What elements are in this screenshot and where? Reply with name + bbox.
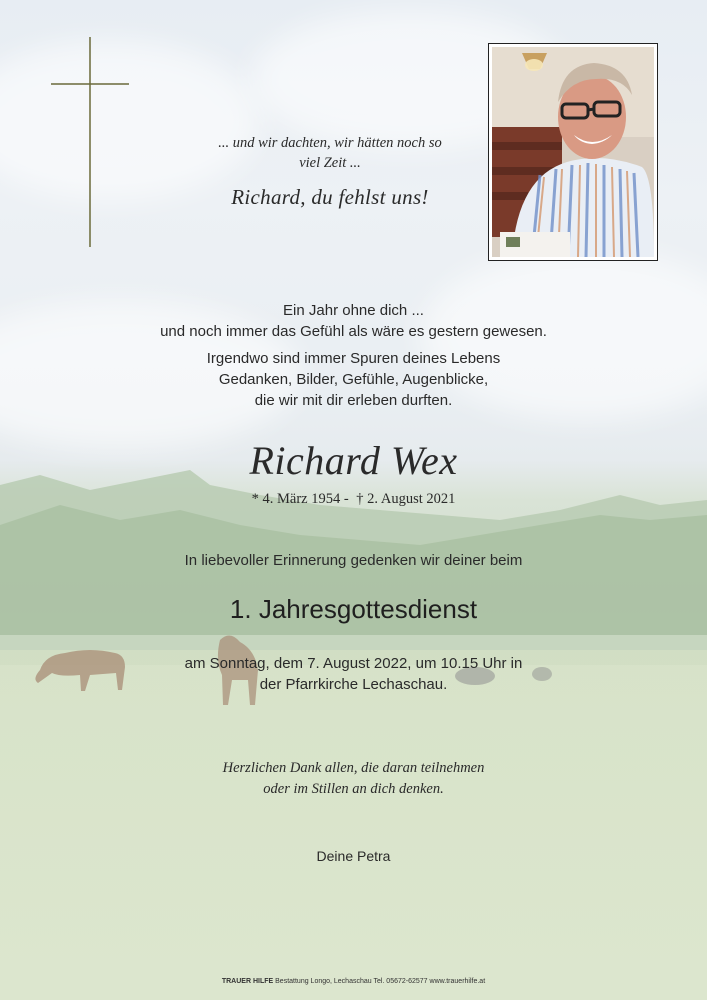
life-dates [100, 491, 607, 508]
missed-message: Richard, du fehlst uns! [231, 185, 429, 209]
poem-line: Irgendwo sind immer Spuren deines Lebens [206, 350, 501, 367]
dagger-symbol: † [356, 491, 364, 507]
thanks-line: oder im Stillen an dich denken. [263, 781, 444, 797]
event-title: 1. Jahresgottesdienst [229, 594, 478, 624]
signature: Deine Petra [316, 848, 391, 864]
cross-icon [51, 37, 129, 247]
event-details-line: der Pfarrkirche Lechaschau. [259, 676, 448, 693]
poem-line: die wir mit dir erleben durften. [254, 392, 453, 409]
footer-brand: TRAUER HILFE [221, 978, 274, 985]
quote-line: viel Zeit ... [299, 155, 361, 171]
event-details [100, 653, 607, 695]
poem-line: Gedanken, Bilder, Gefühle, Augenblicke, [218, 371, 489, 388]
poem-line: Ein Jahr ohne dich ... [283, 302, 424, 319]
thanks-line: Herzlichen Dank allen, die daran teilnehmen [222, 760, 485, 776]
opening-quote [160, 133, 500, 173]
deceased-name: Richard Wex [249, 438, 458, 483]
poem-line: und noch immer das Gefühl als wäre es gestern gewesen. [160, 323, 547, 340]
death-date: 2. August 2021 [363, 491, 456, 507]
announcement-intro: In liebevoller Erinnerung gedenken wir deiner beim [184, 552, 523, 569]
portrait-photo [488, 43, 658, 261]
birth-date: * 4. März 1954 - [251, 491, 349, 507]
poem [100, 300, 607, 411]
portrait-image [492, 47, 654, 257]
thanks-message [100, 758, 607, 800]
event-details-line: am Sonntag, dem 7. August 2022, um 10.15 Uhr in [184, 655, 523, 672]
footer-text: Bestattung Longo, Lechaschau Tel. 05672-62577 www.trauerhilfe.at [273, 978, 486, 985]
quote-line: ... und wir dachten, wir hätten noch so [218, 135, 442, 151]
footer [0, 978, 707, 985]
